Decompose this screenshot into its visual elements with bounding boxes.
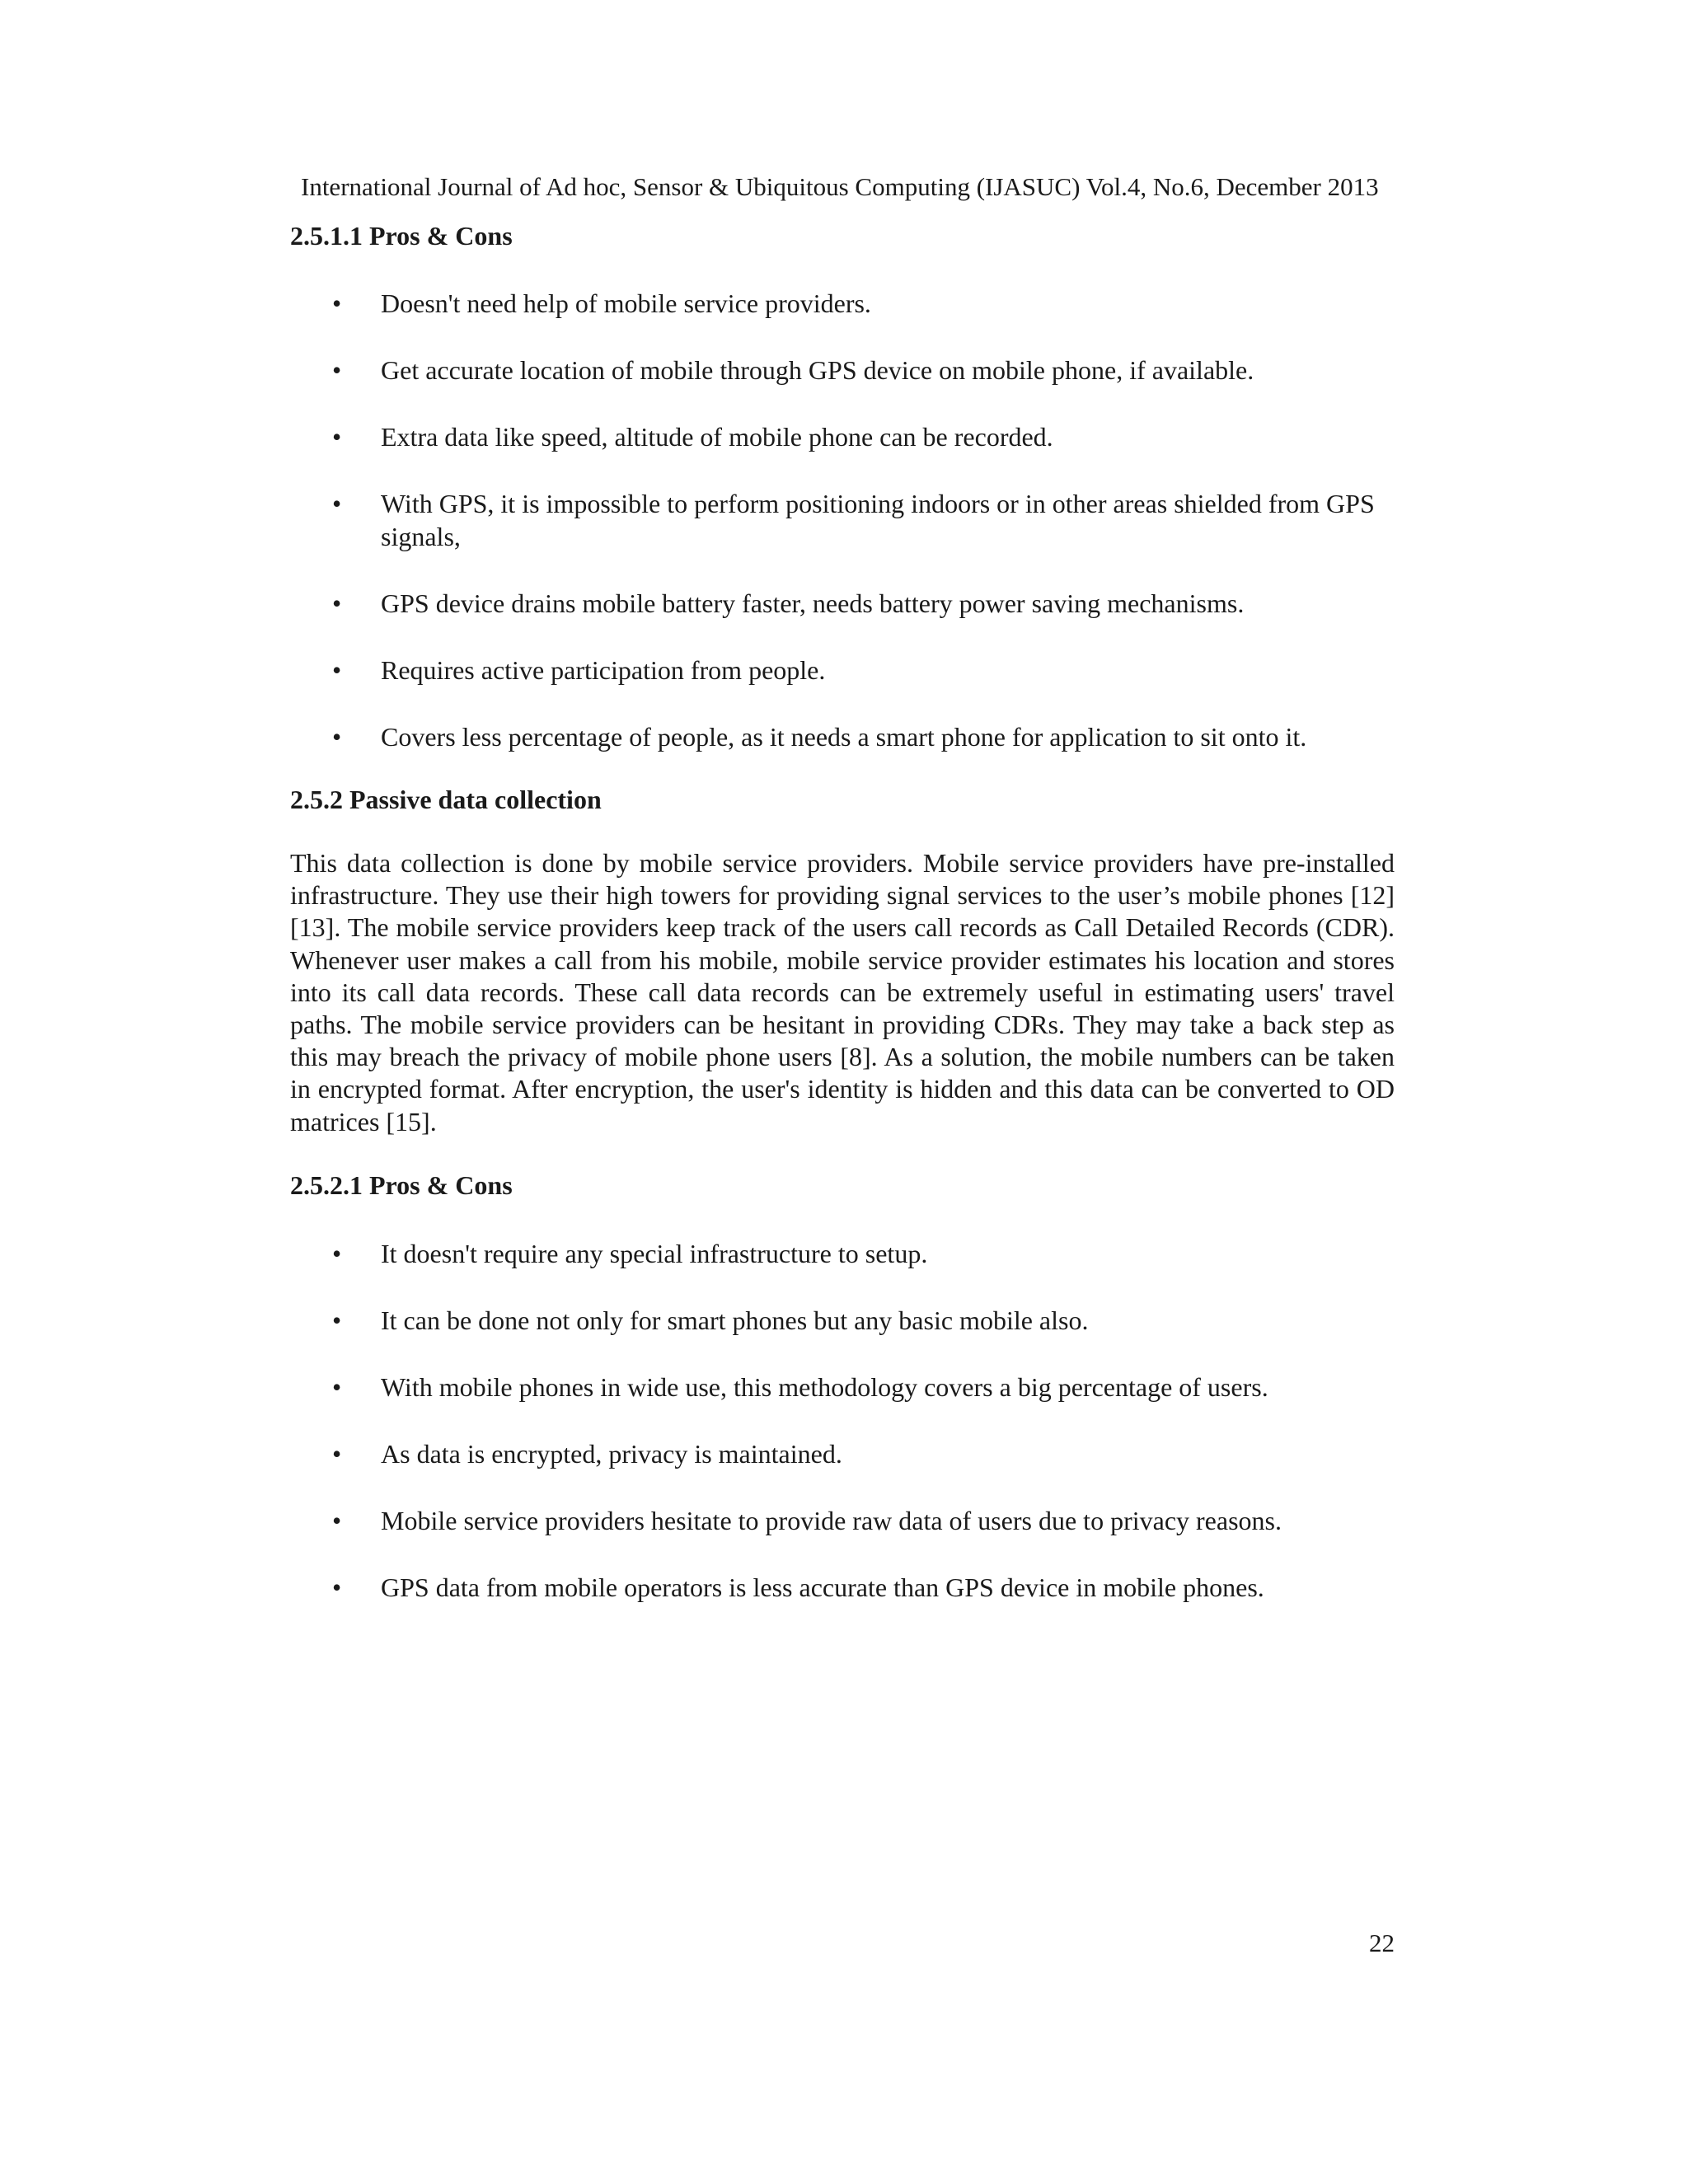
list-item	[290, 720, 1395, 753]
list-item-text: Doesn't need help of mobile service providers.	[381, 288, 871, 318]
list-item-text: With GPS, it is impossible to perform positioning indoors or in other areas shielded from GPS signals,	[381, 489, 1375, 551]
bullet-icon: •	[332, 355, 342, 385]
list-item	[290, 287, 1395, 320]
list-item-text: Mobile service providers hesitate to provide raw data of users due to privacy reasons.	[381, 1506, 1282, 1535]
bullet-icon: •	[332, 722, 342, 752]
bullet-icon: •	[332, 489, 342, 518]
list-item	[290, 1304, 1395, 1337]
body-paragraph: This data collection is done by mobile service providers. Mobile service providers have pre-installed infrastructure. They use their high towers for providing signal services to the user’s mobile phones [12][13]. The mobile service providers keep track of the users call records as Call Detailed Records (CDR). Whenever user makes a call from his mobile, mobile service provider estimates his location and stores into its call data records. These call data records can be extremely useful in estimating users' travel paths. The mobile service providers can be hesitant in providing CDRs. They may take a back step as this may breach the privacy of mobile phone users [8]. As a solution, the mobile numbers can be taken in encrypted format. After encryption, the user's identity is hidden and this data can be converted to OD matrices [15].	[290, 848, 1395, 1137]
page-number: 22	[1369, 1929, 1395, 1957]
bullet-icon: •	[332, 1506, 342, 1535]
list-item-text: GPS device drains mobile battery faster, needs battery power saving mechanisms.	[381, 588, 1245, 618]
bullet-icon: •	[332, 288, 342, 318]
bullet-icon: •	[332, 1372, 342, 1402]
list-item-text: As data is encrypted, privacy is maintained.	[381, 1439, 842, 1469]
bullet-icon: •	[332, 1439, 342, 1469]
bullet-list-active-collection	[290, 287, 1395, 787]
section-heading-pros-cons-active: 2.5.1.1 Pros & Cons	[290, 221, 513, 251]
section-heading-passive-data-collection: 2.5.2 Passive data collection	[290, 785, 602, 814]
list-item-text: Get accurate location of mobile through GPS device on mobile phone, if available.	[381, 355, 1254, 385]
list-item-text: Extra data like speed, altitude of mobile phone can be recorded.	[381, 422, 1053, 452]
running-header: International Journal of Ad hoc, Sensor & Ubiquitous Computing (IJASUC) Vol.4, No.6, December 2013	[301, 172, 1379, 201]
list-item	[290, 1371, 1395, 1404]
list-item-text: With mobile phones in wide use, this methodology covers a big percentage of users.	[381, 1372, 1268, 1402]
list-item-text: Covers less percentage of people, as it needs a smart phone for application to sit onto it.	[381, 722, 1307, 752]
section-heading-pros-cons-passive: 2.5.2.1 Pros & Cons	[290, 1170, 513, 1200]
list-item-text: Requires active participation from people.	[381, 655, 826, 685]
bullet-icon: •	[332, 588, 342, 618]
list-item	[290, 654, 1395, 687]
bullet-list-passive-collection	[290, 1237, 1395, 1638]
list-item-text: It can be done not only for smart phones but any basic mobile also.	[381, 1305, 1089, 1335]
list-item	[290, 487, 1395, 553]
bullet-icon: •	[332, 1572, 342, 1602]
list-item	[290, 587, 1395, 620]
list-item	[290, 420, 1395, 453]
list-item	[290, 1504, 1395, 1537]
list-item	[290, 1237, 1395, 1270]
bullet-icon: •	[332, 1239, 342, 1268]
bullet-icon: •	[332, 422, 342, 452]
list-item	[290, 1571, 1395, 1604]
list-item	[290, 1437, 1395, 1470]
list-item-text: GPS data from mobile operators is less accurate than GPS device in mobile phones.	[381, 1572, 1264, 1602]
list-item	[290, 354, 1395, 387]
list-item-text: It doesn't require any special infrastructure to setup.	[381, 1239, 928, 1268]
bullet-icon: •	[332, 655, 342, 685]
bullet-icon: •	[332, 1305, 342, 1335]
